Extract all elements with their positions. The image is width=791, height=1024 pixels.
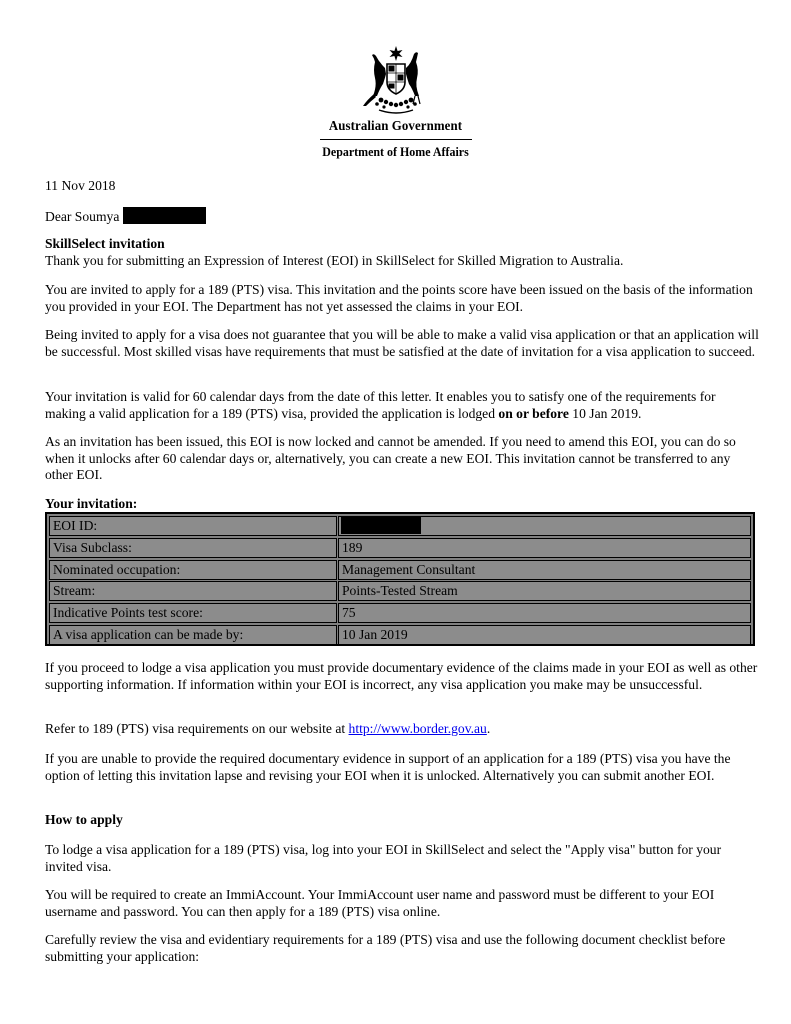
government-name: Australian Government	[328, 119, 463, 134]
redacted-surname	[123, 207, 206, 224]
invitation-title: Your invitation:	[45, 496, 138, 511]
letter-date: 11 Nov 2018	[45, 178, 116, 193]
letterhead	[0, 44, 791, 160]
letterhead-divider	[320, 139, 472, 140]
paragraph-7-text: Refer to 189 (PTS) visa requirements on our website at	[45, 721, 349, 736]
table-label: Visa Subclass:	[49, 538, 337, 558]
table-row	[49, 581, 751, 603]
paragraph-4-text: Your invitation is valid for 60 calendar days from the date of this letter. It enables you to satisfy one of the requirements for making a valid application for a 189 (PTS) visa, provided the application is lodged	[45, 389, 716, 421]
section-title: SkillSelect invitation	[45, 236, 165, 251]
department-name: Department of Home Affairs	[322, 143, 469, 159]
paragraph-4-end: 10 Jan 2019.	[568, 405, 642, 421]
table-value	[338, 516, 751, 536]
coat-of-arms-icon	[359, 44, 433, 118]
paragraph-10: You will be required to create an ImmiAccount. Your ImmiAccount user name and password must be different to your EOI username and password. You can then apply for a 189 (PTS) visa online.	[45, 887, 715, 919]
salutation: Dear Soumya	[45, 209, 120, 224]
table-row	[49, 560, 751, 582]
invitation-table	[45, 512, 755, 646]
how-to-apply-title: How to apply	[45, 812, 123, 827]
table-value: Management Consultant	[338, 560, 751, 580]
table-row	[49, 538, 751, 560]
paragraph-4-bold: on or before	[498, 405, 569, 421]
table-label: Stream:	[49, 581, 337, 601]
paragraph-7-end: .	[486, 721, 491, 736]
border-website-link[interactable]: http://www.border.gov.au	[348, 721, 487, 736]
paragraph-3: Being invited to apply for a visa does not guarantee that you will be able to make a valid visa application or that an application will be successful. Most skilled visas have requirements that must be satisfied at the date of invitation for a visa application to succeed.	[45, 327, 759, 359]
salutation-line	[45, 207, 759, 226]
table-label: Nominated occupation:	[49, 560, 337, 580]
paragraph-5: As an invitation has been issued, this EOI is now locked and cannot be amended. If you need to amend this EOI, you can do so when it unlocks after 60 calendar days or, alternatively, you can create a new EOI. This invitation cannot be transferred to any other EOI.	[45, 434, 736, 482]
table-label: Indicative Points test score:	[49, 603, 337, 623]
paragraph-11: Carefully review the visa and evidentiary requirements for a 189 (PTS) visa and use the following document checklist before submitting your application:	[45, 932, 726, 964]
table-value: 189	[338, 538, 751, 558]
paragraph-8: If you are unable to provide the required documentary evidence in support of an application for a 189 (PTS) visa you have the option of letting this invitation lapse and revising your EOI when it is unlocked. Alternatively you can submit another EOI.	[45, 751, 731, 783]
table-row	[49, 625, 751, 647]
paragraph-1: Thank you for submitting an Expression of Interest (EOI) in SkillSelect for Skilled Migration to Australia.	[45, 253, 624, 268]
paragraph-7	[45, 721, 759, 738]
table-value: 10 Jan 2019	[338, 625, 751, 645]
table-value: 75	[338, 603, 751, 623]
table-label: EOI ID:	[49, 516, 337, 536]
table-label: A visa application can be made by:	[49, 625, 337, 645]
paragraph-6: If you proceed to lodge a visa application you must provide documentary evidence of the claims made in your EOI as well as other supporting information. If information within your EOI is incorrect, any visa application you make may be unsuccessful.	[45, 660, 758, 692]
table-value: Points-Tested Stream	[338, 581, 751, 601]
paragraph-2: You are invited to apply for a 189 (PTS) visa. This invitation and the points score have been issued on the basis of the information you provided in your EOI. The Department has not yet assessed the claims in your EOI.	[45, 282, 753, 314]
table-row	[49, 603, 751, 625]
table-row	[49, 516, 751, 538]
paragraph-4	[45, 389, 759, 422]
redacted-eoi-id	[341, 517, 421, 534]
paragraph-9: To lodge a visa application for a 189 (PTS) visa, log into your EOI in SkillSelect and select the "Apply visa" button for your invited visa.	[45, 842, 722, 874]
